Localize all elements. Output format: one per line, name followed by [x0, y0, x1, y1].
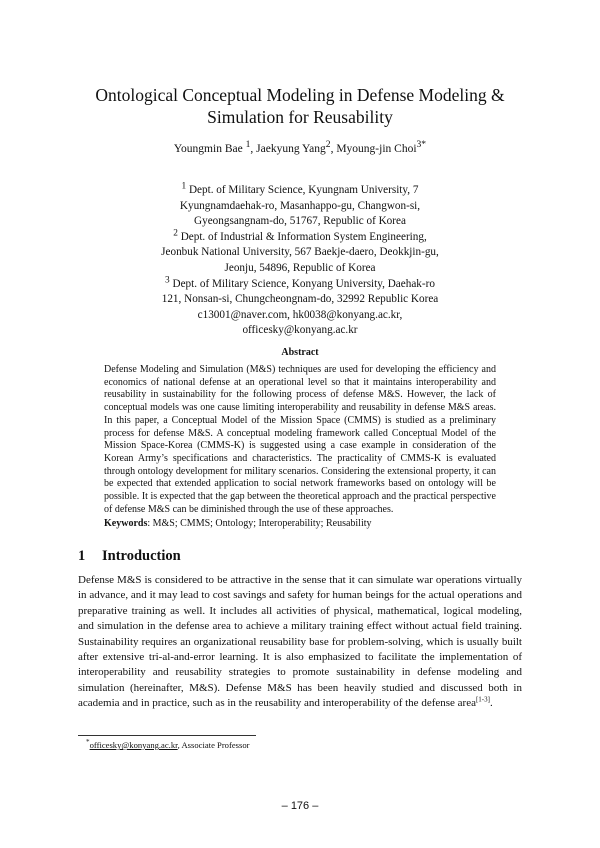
affil-1-line-2: Kyungnamdaehak-ro, Masanhappo-gu, Changwon-si,: [179, 199, 421, 212]
keywords-value: : M&S; CMMS; Ontology; Interoperability; Reusability: [147, 518, 372, 529]
affil-3-line-1: [150, 274, 450, 293]
intro-end: .: [489, 697, 493, 710]
affil-1-text-1: Dept. of Military Science, Kyungnam University, 7: [186, 184, 419, 196]
affil-3-text-1: Dept. of Military Science, Konyang University, Daehak-ro: [169, 277, 435, 290]
paper-title: [60, 84, 540, 128]
title-line-2: Simulation for Reusability: [207, 107, 393, 127]
affil-3-line-2: 121, Nonsan-si, Chungcheongnam-do, 32992 Republic Korea: [161, 293, 439, 306]
affil-1-sup: 1: [181, 181, 187, 192]
title-line-1: Ontological Conceptual Modeling in Defense Modeling &: [95, 85, 505, 105]
footnote-rule: [78, 735, 256, 736]
affil-2-text-1: Dept. of Industrial & Information System Engineering,: [177, 230, 427, 243]
author-1-sup: 1: [245, 139, 251, 151]
intro-citation: [1-3]: [475, 695, 490, 704]
abstract-heading: Abstract: [281, 347, 319, 358]
author-3-sup: 3*: [416, 139, 427, 151]
affil-2-line-3: Jeonju, 54896, Republic of Korea: [224, 261, 376, 274]
author-3: , Myoung-jin Choi: [330, 143, 417, 155]
author-1: Youngmin Bae: [173, 143, 246, 155]
author-2: , Jaekyung Yang: [250, 143, 326, 155]
author-2-sup: 2: [325, 139, 331, 151]
affil-2-line-2: Jeonbuk National University, 567 Baekje-daero, Deokkjin-gu,: [161, 246, 439, 259]
footnote-mark: *: [86, 738, 90, 747]
section-number: 1: [78, 548, 86, 564]
affil-3-sup: 3: [165, 274, 170, 285]
intro-text: Defense M&S is considered to be attractive in the sense that it can simulate war operations virtually in advance, and it may lead to cost savings and safety for human beings for the actual operations and preparative training as well. It includes all activities of physical, mathematical, logical modeling, and simulation in the defense area to achieve a military training effect without actual field training. Sustainability requires an organizational reusability base for problem-solving, which is usually built after extensive tri-al-and-error learning. It is also emphasized to facilitate the implementation of interoperability and reusability strategies to promote sustainability in defense modeling and simulation (hereinafter, M&S). Defense M&S has been heavily studied and discussed both in academia and in practice, such as in the reusability and interoperability of the defense area: [78, 574, 522, 710]
emails-line-2: officesky@konyang.ac.kr: [242, 324, 358, 337]
abstract-text: Defense Modeling and Simulation (M&S) techniques are used for developing the efficiency and economics of national defense at an operational level so that it maintains interoperability and reusability in sustainability for the following process of defense M&S. However, the lack of conceptual models was one cause limiting interoperability and reusability in defense M&S areas. In this paper, a Conceptual Model of the Mission Space (CMMS) is studied as a preliminary process for defense M&S. A conceptual modeling framework called Conceptual Model of the Mission Space-Korea (CMMS-K) is suggested using a case example in consideration of the Korean Army’s specifications and characteristics. The practicality of CMMS-K is evaluated through ontology development for military scenarios. Considering the extensional property, it can be expected that extended application to social network frameworks based on ontology will be possible. It is expected that the gap between the theoretical approach and the practical perspective of defense M&S can be diminished through the use of these approaches.: [104, 364, 496, 515]
keywords-label: Keywords: [104, 518, 148, 529]
affil-2-line-1: [150, 230, 450, 246]
affiliations: [150, 183, 450, 339]
footnote-role: , Associate Professor: [177, 740, 250, 750]
affil-1-line-3: Gyeongsangnam-do, 51767, Republic of Korea: [194, 215, 406, 228]
footnote-email-link[interactable]: officesky@konyang.ac.kr: [89, 740, 178, 750]
section-title: Introduction: [102, 548, 181, 564]
affil-2-sup: 2: [173, 228, 178, 239]
section-heading: [78, 548, 181, 565]
footnote: [86, 740, 250, 750]
keywords: [104, 518, 496, 529]
intro-paragraph: [78, 573, 522, 712]
author-list: [60, 139, 540, 155]
page-number: – 176 –: [281, 800, 319, 812]
affil-1-line-1: [150, 183, 450, 199]
emails-line-1: c13001@naver.com, hk0038@konyang.ac.kr,: [197, 308, 403, 321]
